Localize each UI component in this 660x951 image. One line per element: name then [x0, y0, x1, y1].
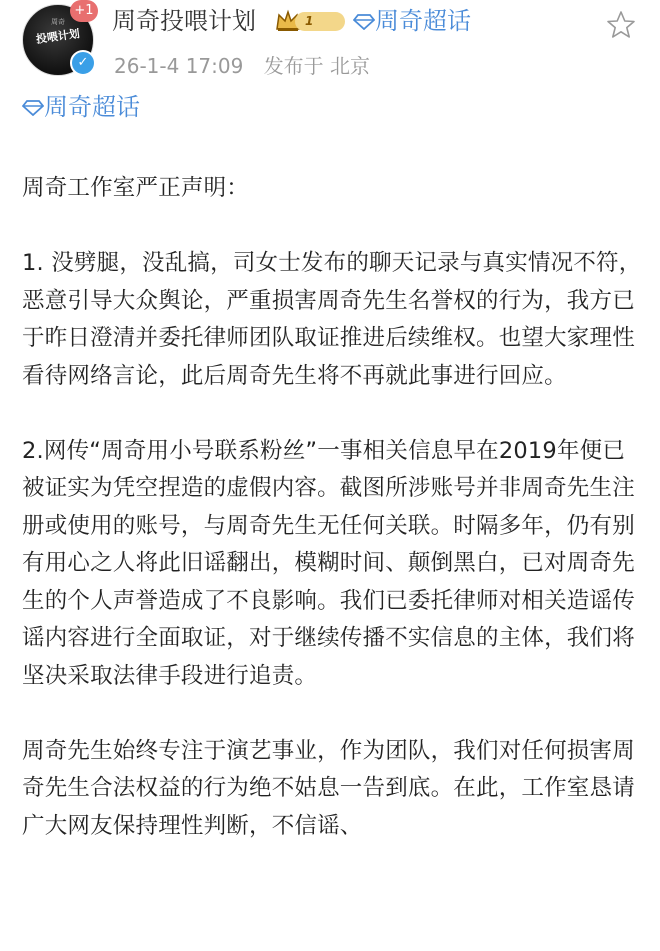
post-timestamp: 26-1-4 17:09	[114, 54, 244, 78]
statement-paragraph-1: 1. 没劈腿，没乱搞，司女士发布的聊天记录与真实情况不符，恶意引导大众舆论，严重损害周奇先生名誉权的行为，我方已于昨日澄清并委托律师团队取证推进后续维权。也望大家理性看待网络言论，此后周奇先生将不再就此事进行回应。	[22, 250, 642, 389]
notification-badge: +1	[70, 0, 98, 22]
avatar-text: 投喂计划	[35, 27, 81, 47]
diamond-icon	[22, 100, 44, 116]
post-location: 发布于 北京	[263, 54, 371, 78]
vip-level: 1	[295, 12, 345, 31]
topic-tag-link[interactable]	[22, 90, 140, 124]
avatar-subtext: 周奇	[51, 18, 65, 26]
star-outline-icon[interactable]	[606, 10, 636, 40]
statement-paragraph-3: 周奇先生始终专注于演艺事业，作为团队，我们对任何损害周奇先生合法权益的行为绝不姑息一告到底。在此，工作室恳请广大网友保持理性判断，不信谣、	[22, 737, 635, 839]
statement-paragraph-2: 2.网传“周奇用小号联系粉丝”一事相关信息早在2019年便已被证实为凭空捏造的虚假内容。截图所涉账号并非周奇先生注册或使用的账号，与周奇先生无任何关联。时隔多年，仍有别有用心之人将此旧谣翻出，模糊时间、颠倒黑白，已对周奇先生的个人声誉造成了不良影响。我们已委托律师对相关造谣传谣内容进行全面取证，对于继续传播不实信息的主体，我们将坚决采取法律手段进行追责。	[22, 437, 635, 689]
topic-tag-label: 周奇超话	[44, 93, 140, 121]
author-name[interactable]: 周奇投喂计划	[112, 7, 256, 35]
vip-badge[interactable]	[275, 9, 347, 33]
supertopic-header-label: 周奇超话	[375, 7, 471, 35]
post-content	[22, 170, 642, 883]
supertopic-link-header[interactable]	[353, 4, 471, 38]
post-header	[0, 0, 660, 90]
statement-title: 周奇工作室严正声明：	[22, 175, 250, 201]
verified-icon: ✓	[70, 50, 96, 76]
diamond-icon	[353, 14, 375, 30]
post-meta	[114, 52, 370, 80]
